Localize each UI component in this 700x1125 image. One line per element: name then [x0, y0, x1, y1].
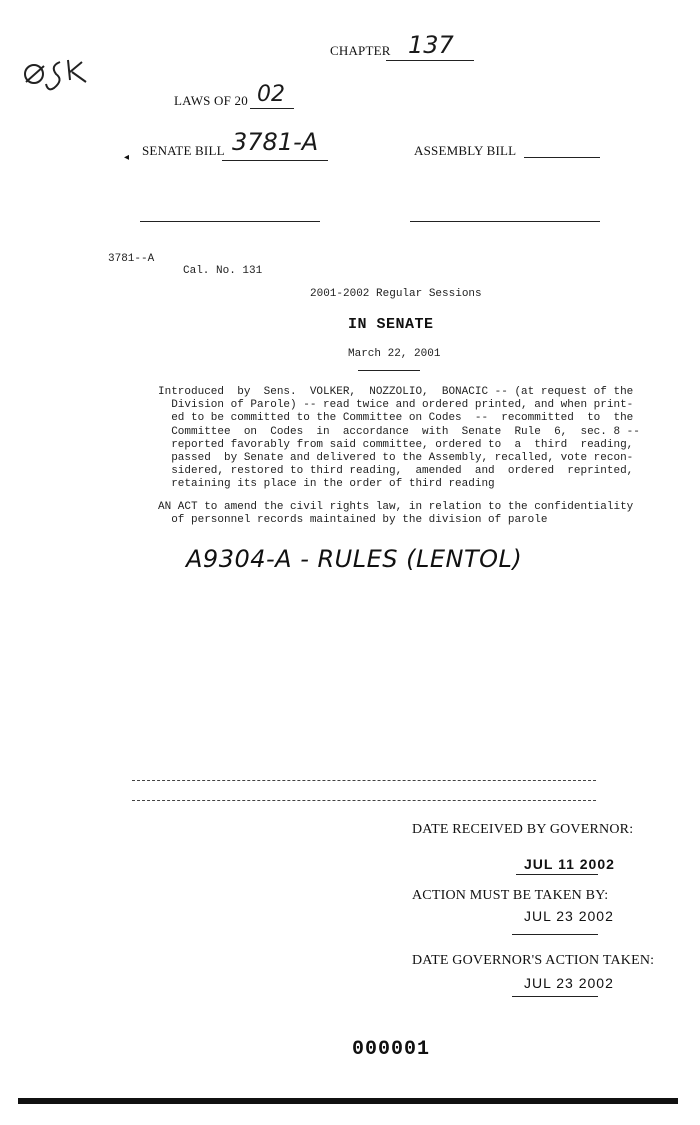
bottom-scan-bar: [18, 1098, 678, 1104]
act-description: AN ACT to amend the civil rights law, in relation to the confidentiality of personnel records maintained by the division of parole: [158, 501, 634, 527]
senate-signature-line: [140, 221, 320, 222]
action-by-stamp: JUL 23 2002: [524, 908, 614, 924]
assembly-bill-underline: [524, 157, 600, 158]
date-received-stamp: JUL 11 2002: [524, 856, 615, 872]
laws-label: LAWS OF 20: [174, 93, 248, 108]
session-title: 2001-2002 Regular Sessions: [310, 288, 482, 300]
laws-year: 02: [257, 82, 285, 107]
chapter-underline: [386, 60, 474, 61]
bullet-mark: ◂: [124, 152, 130, 163]
print-number: 3781--A: [108, 253, 155, 265]
action-by-underline: [512, 934, 598, 935]
assembly-bill-label: ASSEMBLY BILL: [414, 143, 517, 158]
calendar-number: Cal. No. 131: [183, 265, 263, 277]
assembly-signature-line: [410, 221, 600, 222]
action-taken-underline: [512, 996, 598, 997]
senate-bill-underline: [222, 160, 328, 161]
handwritten-note: A9304-A - RULES (LENTOL): [186, 545, 523, 573]
bill-date: March 22, 2001: [348, 348, 441, 360]
senate-bill-label: SENATE BILL: [142, 143, 225, 158]
action-taken-stamp: JUL 23 2002: [524, 975, 614, 991]
action-by-label: ACTION MUST BE TAKEN BY:: [412, 888, 609, 903]
date-rule: [358, 370, 420, 371]
separator-line-2: [132, 800, 596, 801]
scribble-icon: [16, 52, 96, 102]
chapter-number: 137: [408, 31, 454, 59]
introduction-paragraph: Introduced by Sens. VOLKER, NOZZOLIO, BONACIC -- (at request of the Division of Parole) -- read twice and ordered printed, and when print- ed to be committed to the Committee on Codes -- recommitted to the Committee on Codes in accordance with Senate Rule 6, sec. 8 -- reported favorably from said committee, ordered to a third reading, passed by Senate and delivered to the Assembly, recalled, vote recon- sidered, restored to third reading, amended and ordered reprinted, retaining its place in the order of third reading: [158, 386, 640, 491]
date-received-label: DATE RECEIVED BY GOVERNOR:: [412, 822, 634, 837]
separator-line-1: [132, 780, 596, 781]
action-taken-label: DATE GOVERNOR'S ACTION TAKEN:: [412, 953, 655, 968]
house-title: IN SENATE: [348, 316, 434, 333]
margin-scribble: [16, 52, 96, 102]
senate-bill-number: 3781-A: [232, 128, 319, 156]
page-number: 000001: [352, 1038, 431, 1061]
laws-underline: [250, 108, 294, 109]
chapter-label: CHAPTER: [330, 43, 391, 58]
date-received-underline: [516, 874, 598, 875]
